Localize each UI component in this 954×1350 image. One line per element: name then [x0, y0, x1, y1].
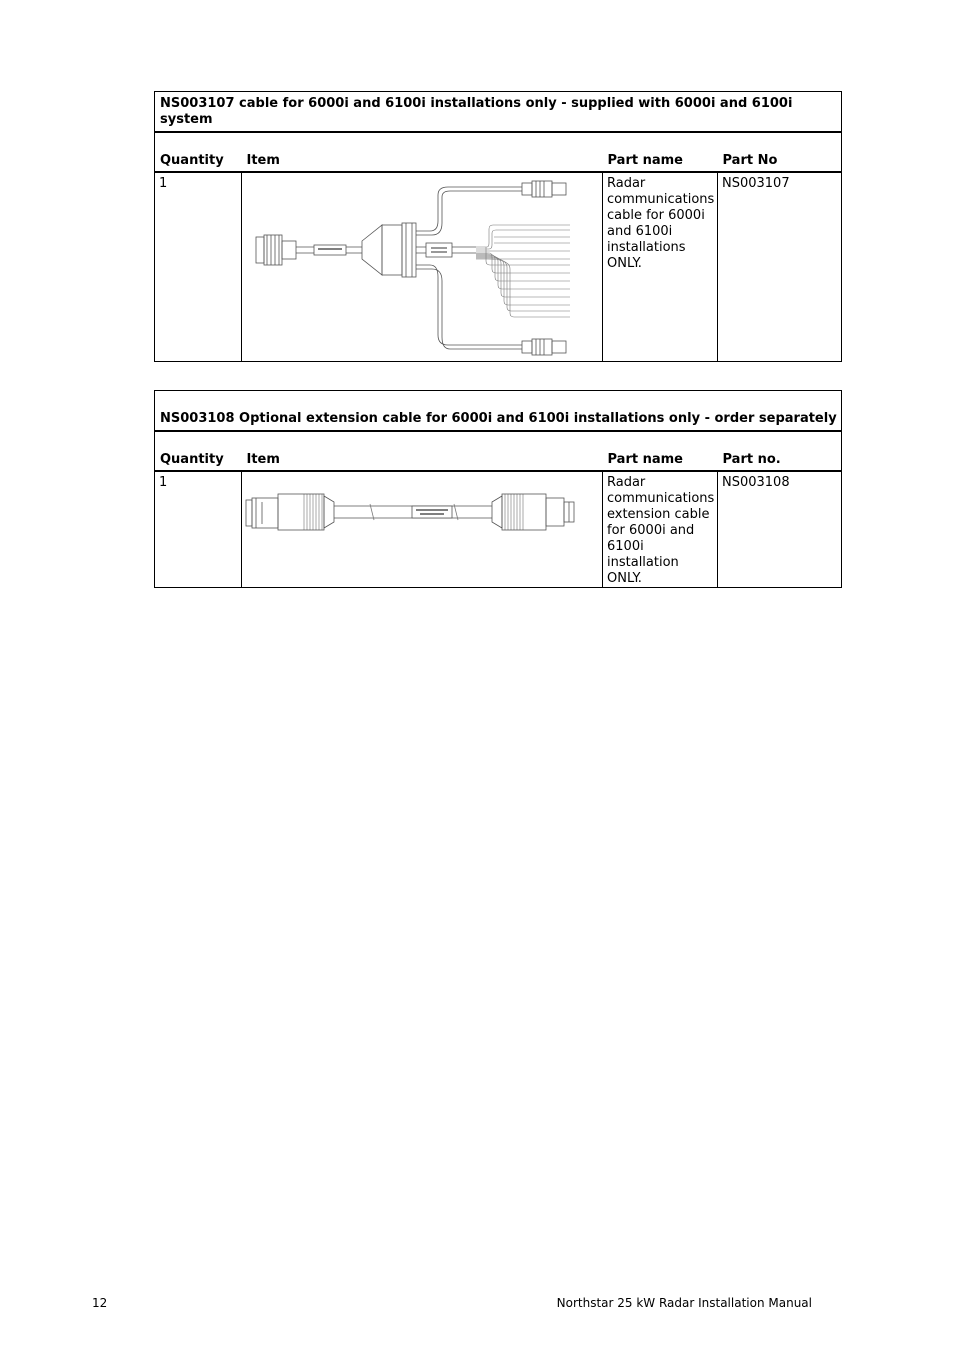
header-part-no: Part No [718, 132, 842, 172]
parts-table-ns003107 [154, 91, 842, 362]
header-quantity: Quantity [155, 431, 242, 471]
page-number: 12 [92, 1296, 108, 1310]
table-title: NS003108 Optional extension cable for 6000i and 6100i installations only - order separately [155, 391, 842, 431]
item-cell [242, 471, 603, 588]
part-no-cell: NS003108 [718, 471, 842, 588]
part-name-cell: Radar communications cable for 6000i and 6100i installations ONLY. [603, 172, 718, 362]
quantity-cell: 1 [155, 471, 242, 588]
y-cable-drawing [242, 173, 602, 361]
part-no-cell: NS003107 [718, 172, 842, 362]
header-part-name: Part name [603, 132, 718, 172]
parts-table-ns003108 [154, 390, 842, 588]
header-part-no: Part no. [718, 431, 842, 471]
part-name-cell: Radar communications extension cable for 6000i and 6100i installation ONLY. [603, 471, 718, 588]
header-item: Item [242, 132, 603, 172]
quantity-cell: 1 [155, 172, 242, 362]
header-quantity: Quantity [155, 132, 242, 172]
table-title: NS003107 cable for 6000i and 6100i installations only - supplied with 6000i and 6100i system [155, 92, 842, 132]
header-item: Item [242, 431, 603, 471]
extension-cable-drawing [242, 472, 602, 572]
item-cell [242, 172, 603, 362]
header-part-name: Part name [603, 431, 718, 471]
manual-title: Northstar 25 kW Radar Installation Manual [556, 1296, 812, 1310]
